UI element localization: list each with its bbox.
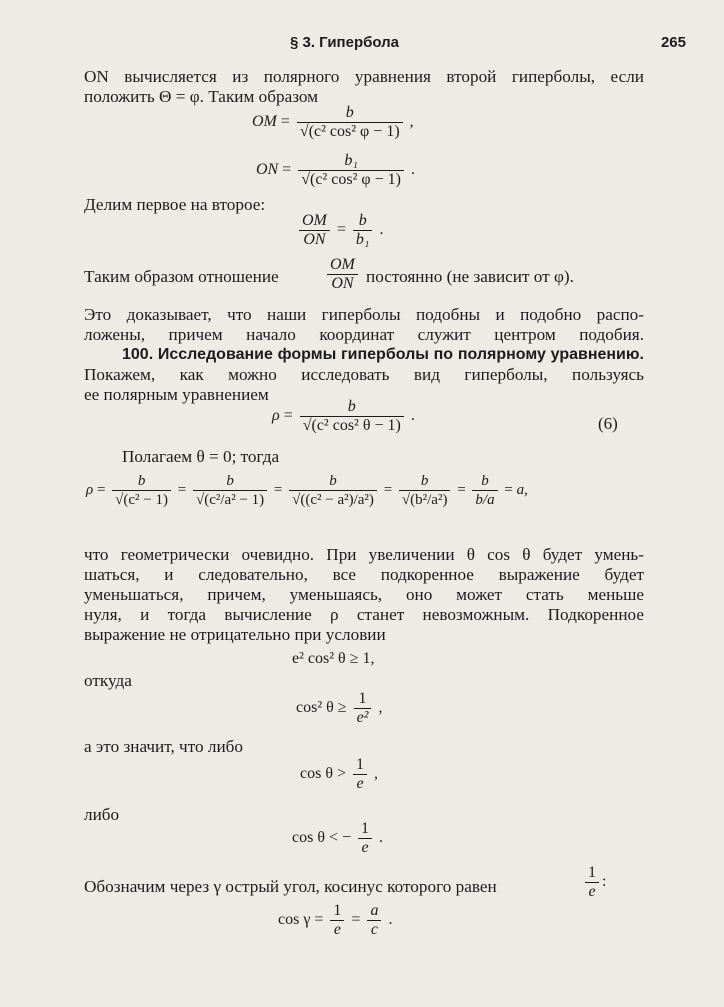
condition-4: cos θ < − $\frac{1}{e}$ . <box>292 820 384 856</box>
equation-ratio: $\frac{OM}{ON}$ = $\frac{b}{\text{b₁}}$ . <box>296 212 383 249</box>
inline-ratio: $\frac{OM}{ON}$ <box>324 256 361 293</box>
text-line-2: положить Θ = φ. Таким образом <box>84 87 319 106</box>
inline-gamma-frac: $\frac{1}{e}$ : <box>582 864 606 901</box>
text-line-7: ложены, причем начало координат служит центром подобия. <box>84 325 644 344</box>
condition-3: cos θ > $\frac{1}{e}$ , <box>300 756 379 792</box>
condition-1: e² cos² θ ≥ 1, <box>292 650 375 667</box>
text-line-9: Покажем, как можно исследовать вид гиперболы, пользуясь <box>84 365 644 384</box>
text-line-15: нуля, и тогда вычисление ρ станет невозможным. Подкоренное <box>84 605 644 624</box>
text-line-16: выражение не отрицательно при условии <box>84 625 386 644</box>
text-line-13: шаться, и следовательно, все подкоренное выражение будет <box>84 565 644 584</box>
equation-gamma: cos γ = $\frac{1}{e}$ = $\frac{a}{c}$ . <box>278 902 393 938</box>
section-title: § 3. Гипербола <box>290 34 400 51</box>
section-100-heading: 100. Исследование формы гиперболы по полярному уравнению. <box>122 346 644 363</box>
text-line-18: а это значит, что либо <box>84 737 243 756</box>
text-line-11: Полагаем θ = 0; тогда <box>122 447 280 466</box>
text-line-1: ON вычисляется из полярного уравнения второй гиперболы, если <box>84 67 644 86</box>
text-line-3: Делим первое на второе: <box>84 195 266 214</box>
equation-polar: ρ = $\frac{b}{\text{√(c² cos² θ − 1)}}$ . <box>272 398 415 434</box>
text-line-17: откуда <box>84 671 132 690</box>
equation-on: ON = $\frac{\text{b₁}}{\text{√(c² cos² φ − 1)}}$ . <box>256 152 415 188</box>
text-line-4: Таким образом отношение <box>84 267 279 286</box>
text-line-20: Обозначим через γ острый угол, косинус которого равен <box>84 877 497 896</box>
text-line-10: ее полярным уравнением <box>84 385 269 404</box>
text-line-5: постоянно (не зависит от φ). <box>366 267 574 286</box>
text-line-19: либо <box>84 805 120 824</box>
condition-2: cos² θ ≥ $\frac{1}{\text{e²}}$ , <box>296 690 383 726</box>
equation-number: (6) <box>598 414 618 433</box>
page-number: 265 <box>660 34 686 51</box>
equation-rho-a: ρ = $\frac{b}{\text{√(c² − 1)}}$ = $\frac{b}{\text{√(c²/a² − 1)}}$ = $\frac{b}{\text{√((c² − a²)/a²)}}$ = $\frac{b}{\text{√(b²/a²)}}$ = $\frac{b}{b/a}$ = a, <box>86 473 528 508</box>
text-line-12: что геометрически очевидно. При увеличении θ cos θ будет умень- <box>84 545 644 564</box>
running-header <box>0 34 724 56</box>
text-line-6: Это доказывает, что наши гиперболы подобны и подобно распо- <box>84 305 644 324</box>
equation-om: OM = $\frac{b}{\text{√(c² cos² φ − 1)}}$ , <box>252 104 414 140</box>
text-line-14: уменьшаться, причем, уменьшаясь, оно может стать меньше <box>84 585 644 604</box>
